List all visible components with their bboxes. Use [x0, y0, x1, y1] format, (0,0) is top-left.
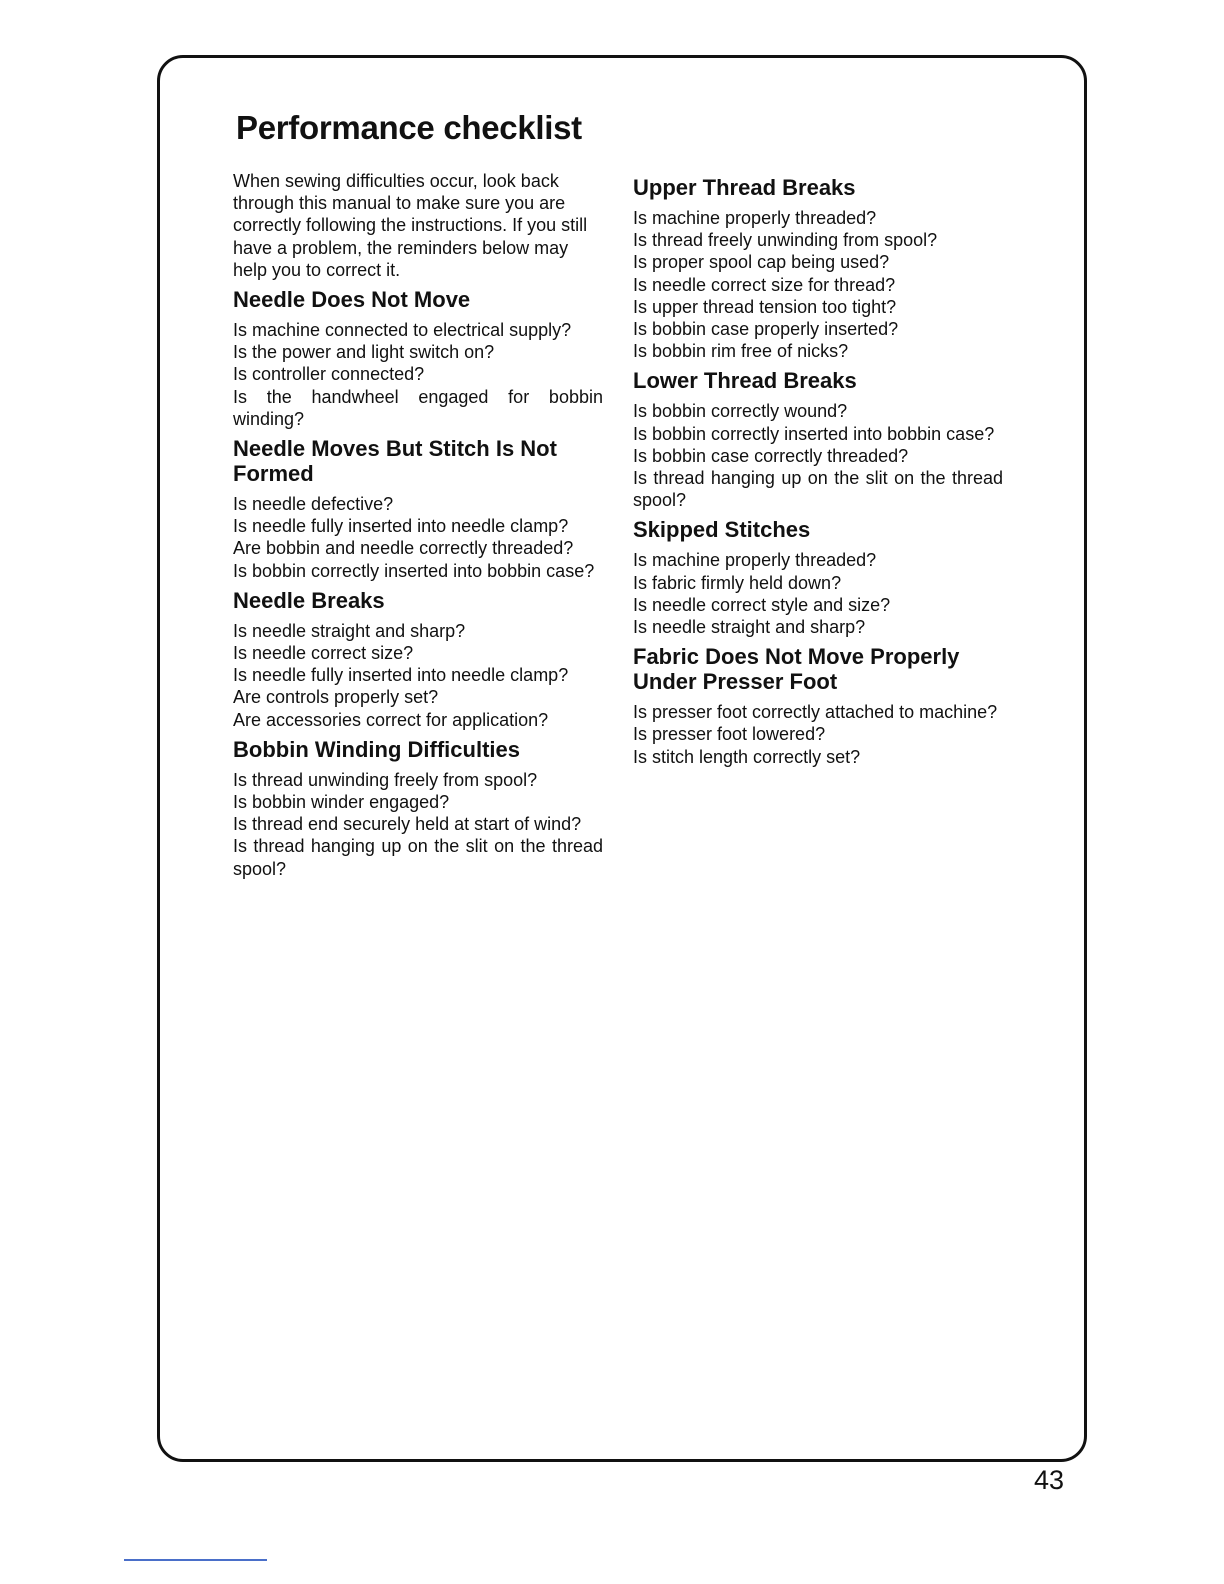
- intro-paragraph: When sewing difficulties occur, look back through this manual to make sure you are correctly following the instructions. If you still have a problem, the reminders below may help you to correct it.: [233, 171, 588, 280]
- checklist-question: Is thread unwinding freely from spool?: [233, 769, 538, 790]
- checklist-question: Is needle correct size?: [233, 643, 414, 664]
- checklist-question: Are controls properly set?: [233, 687, 439, 708]
- section-heading: Needle Does Not Move: [233, 287, 471, 313]
- left-column: [233, 170, 603, 880]
- checklist-question: Is thread freely unwinding from spool?: [633, 230, 938, 251]
- question-list: [633, 400, 1003, 511]
- checklist-question: Is machine properly threaded?: [633, 550, 877, 571]
- checklist-question: Is thread hanging up on the slit on the thread spool?: [233, 836, 603, 879]
- checklist-question: Is bobbin winder engaged?: [233, 792, 450, 813]
- section-heading: Needle Breaks: [233, 587, 385, 613]
- checklist-question: Is machine properly threaded?: [633, 208, 877, 228]
- page-title: Performance checklist: [236, 109, 582, 146]
- checklist-question: Is needle straight and sharp?: [233, 620, 466, 641]
- checklist-question: Is presser foot lowered?: [633, 724, 826, 745]
- question-list: [633, 207, 1003, 362]
- checklist-question: Is proper spool cap being used?: [633, 252, 890, 273]
- checklist-question: Is upper thread tension too tight?: [633, 296, 897, 317]
- checklist-section: [233, 588, 603, 731]
- checklist-question: Is bobbin correctly inserted into bobbin case?: [633, 423, 995, 444]
- checklist-question: Is bobbin rim free of nicks?: [633, 341, 849, 362]
- checklist-section: [233, 436, 603, 582]
- question-list: [233, 769, 603, 880]
- section-heading: Needle Moves But Stitch Is Not Formed: [233, 436, 557, 487]
- checklist-question: Is thread end securely held at start of wind?: [233, 814, 582, 835]
- checklist-question: Is bobbin correctly inserted into bobbin case?: [233, 560, 595, 581]
- section-heading: Lower Thread Breaks: [633, 368, 857, 394]
- checklist-question: Is bobbin correctly wound?: [633, 401, 848, 422]
- checklist-question: Is needle correct style and size?: [633, 594, 891, 615]
- section-heading: Fabric Does Not Move Properly Under Presser Foot: [633, 644, 960, 695]
- checklist-question: Is presser foot correctly attached to machine?: [633, 702, 998, 723]
- checklist-section: [633, 175, 1003, 362]
- checklist-question: Are bobbin and needle correctly threaded?: [233, 538, 574, 559]
- checklist-question: Is bobbin case correctly threaded?: [633, 445, 909, 466]
- checklist-question: Is stitch length correctly set?: [633, 746, 861, 767]
- section-heading: Upper Thread Breaks: [633, 175, 856, 200]
- right-sections: [633, 175, 1003, 768]
- checklist-question: Is needle fully inserted into needle clamp?: [233, 516, 569, 537]
- checklist-question: Is fabric firmly held down?: [633, 572, 842, 593]
- checklist-section: [633, 368, 1003, 511]
- left-sections: [233, 287, 603, 880]
- checklist-question: Is needle correct size for thread?: [633, 274, 896, 295]
- checklist-question: Is thread hanging up on the slit on the thread spool?: [633, 468, 1003, 511]
- checklist-question: Is needle straight and sharp?: [633, 617, 866, 638]
- checklist-question: Is bobbin case properly inserted?: [633, 319, 899, 340]
- checklist-question: Is the power and light switch on?: [233, 342, 495, 363]
- checklist-question: Are accessories correct for application?: [233, 709, 549, 730]
- checklist-section: [233, 737, 603, 880]
- right-column: [633, 170, 1003, 768]
- question-list: [633, 549, 1003, 638]
- checklist-section: [633, 644, 1003, 768]
- footer-rule: [124, 1559, 267, 1561]
- checklist-question: Is needle fully inserted into needle clamp?: [233, 665, 569, 686]
- question-list: [233, 319, 603, 430]
- checklist-question: Is needle defective?: [233, 494, 394, 515]
- question-list: [233, 493, 603, 582]
- section-heading: Bobbin Winding Difficulties: [233, 736, 520, 762]
- question-list: [233, 620, 603, 731]
- section-heading: Skipped Stitches: [633, 517, 811, 543]
- checklist-section: [633, 517, 1003, 638]
- checklist-question: Is machine connected to electrical supply?: [233, 320, 572, 341]
- page-number: 43: [1034, 1465, 1065, 1495]
- checklist-question: Is the handwheel engaged for bobbin winding?: [233, 386, 603, 429]
- checklist-section: [233, 287, 603, 430]
- checklist-question: Is controller connected?: [233, 364, 425, 385]
- question-list: [633, 701, 1003, 768]
